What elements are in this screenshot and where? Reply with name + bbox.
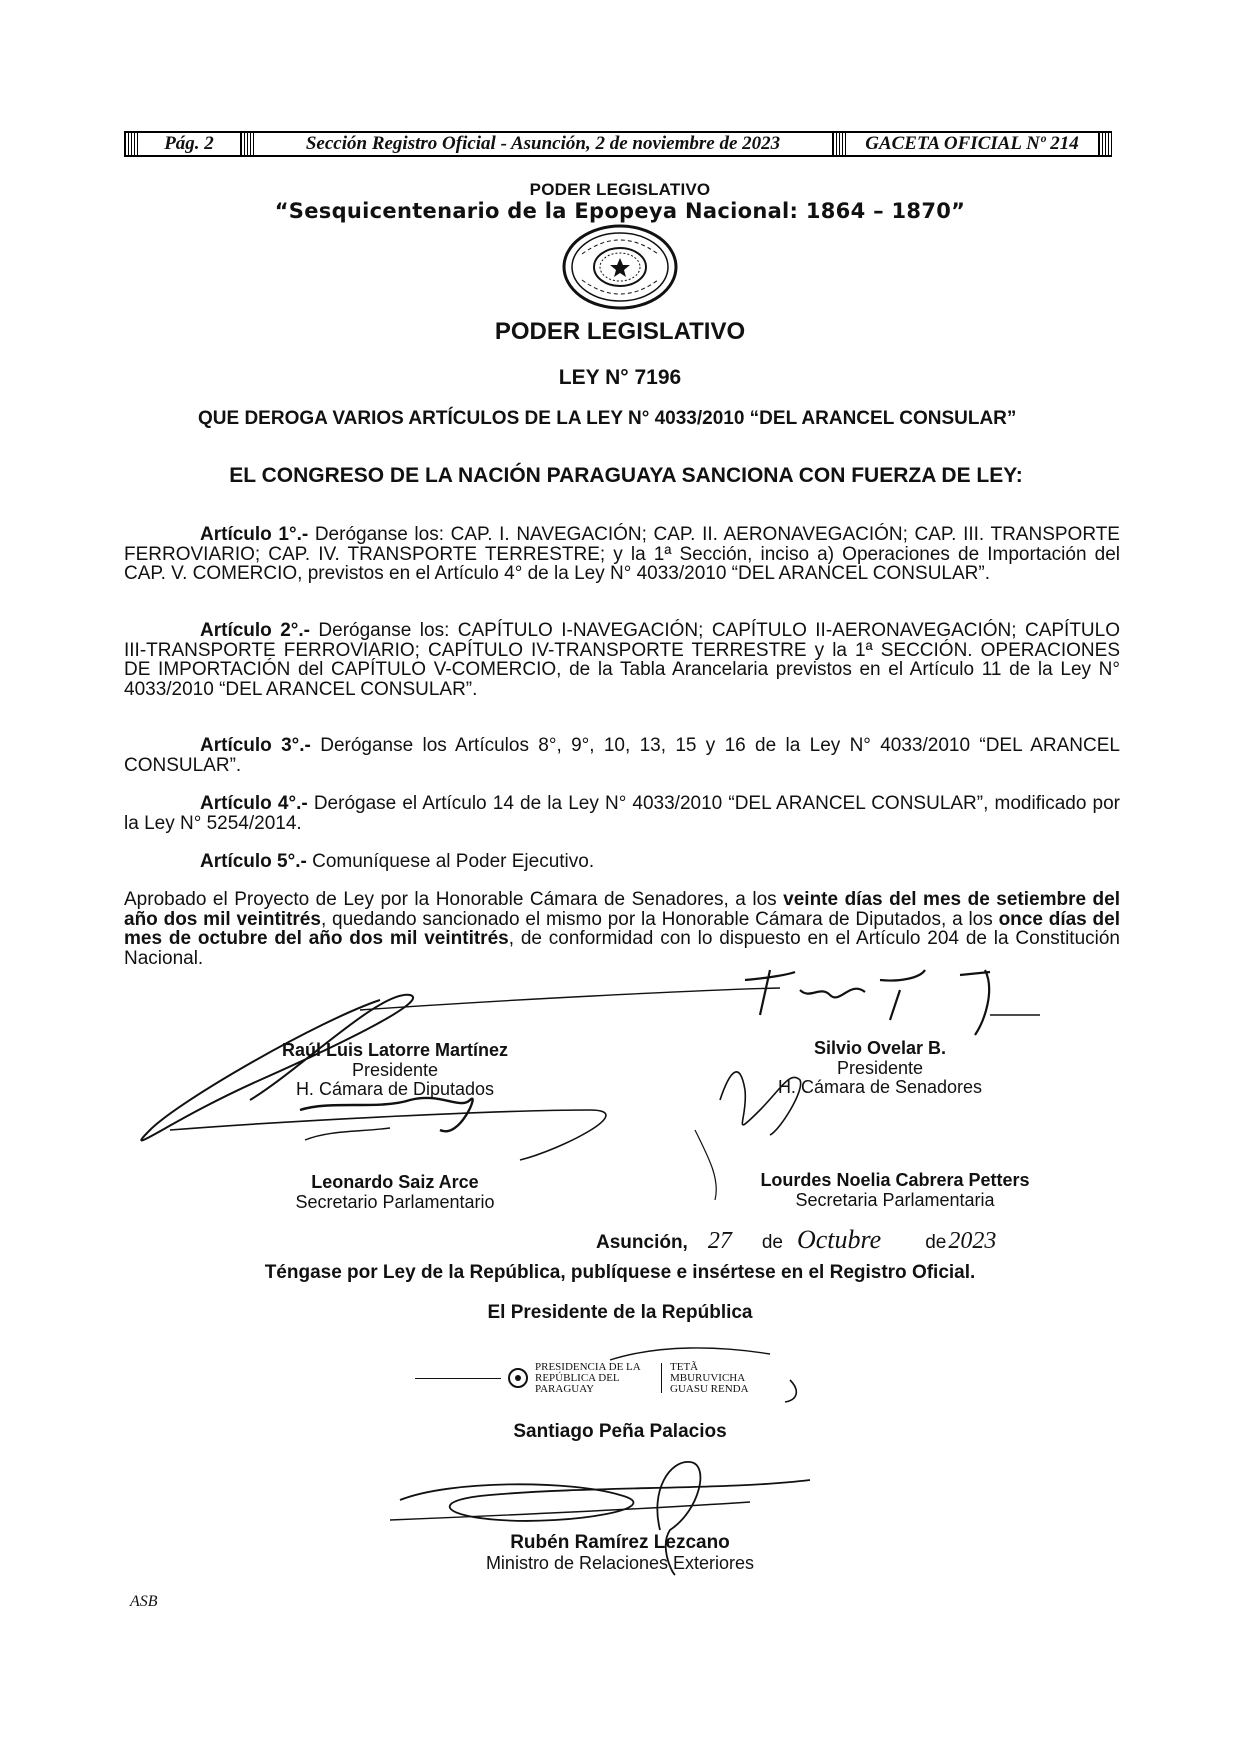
approval-paragraph	[124, 890, 1120, 968]
article-3	[124, 736, 1120, 775]
handwritten-year: 2023	[948, 1228, 997, 1254]
presidency-emblem-icon	[507, 1367, 529, 1389]
article-text: Derógase el Artículo 14 de la Ley N° 4033/2010 “DEL ARANCEL CONSULAR”, modificado por la Ley N° 5254/2014.	[124, 793, 1120, 834]
stamp-right-text: TETÃ MBURUVICHA GUASU RENDA	[670, 1360, 749, 1395]
law-subject: QUE DEROGA VARIOS ARTÍCULOS DE LA LEY N° 4033/2010 “DEL ARANCEL CONSULAR”	[198, 408, 1017, 429]
article-text: Comuníquese al Poder Ejecutivo.	[312, 851, 595, 872]
gazette-page: Pág. 2	[164, 133, 214, 154]
article-label: Artículo 5°.-	[200, 851, 307, 872]
gazette-section: Sección Registro Oficial - Asunción, 2 de noviembre de 2023	[305, 133, 781, 154]
article-label: Artículo 2°.-	[200, 620, 310, 641]
date-connector: de	[925, 1232, 947, 1253]
signatory-chamber: H. Cámara de Diputados	[295, 1079, 495, 1099]
article-2	[124, 621, 1120, 699]
national-seal-icon	[560, 224, 680, 310]
hatch-ornament	[124, 133, 138, 155]
signatory-senadores-president	[720, 1038, 1040, 1097]
article-label: Artículo 4°.-	[200, 793, 308, 814]
signatory-name: Leonardo Saiz Arce	[311, 1172, 479, 1192]
article-1	[124, 525, 1120, 584]
promulgation-city: Asunción,	[596, 1232, 688, 1253]
article-text: Deróganse los: CAP. I. NAVEGACIÓN; CAP. II. AERONAVEGACIÓN; CAP. III. TRANSPORTE FERROVIARIO; CAP. IV. TRANSPORTE TERRESTRE; y la 1ª Sección, inciso a) Operaciones de Importación del CAP. V. COMERCIO, previstos en el Artículo 4° de la Ley N° 4033/2010 “DEL ARANCEL CONSULAR”.	[124, 524, 1120, 584]
letterhead-motto: “Sesquicentenario de la Epopeya Nacional: 1864 – 1870”	[274, 199, 966, 223]
president-signature	[600, 1340, 820, 1410]
signatory-role: Presidente	[351, 1060, 439, 1080]
article-5	[124, 852, 1120, 872]
promulgation-date	[596, 1225, 1136, 1255]
approval-date-deputies: once días del mes de octubre del año dos mil veintitrés	[124, 908, 1121, 949]
date-connector: de	[761, 1232, 783, 1253]
gazette-title: GACETA OFICIAL Nº 214	[865, 133, 1079, 154]
enacting-clause: EL CONGRESO DE LA NACIÓN PARAGUAYA SANCIONA CON FUERZA DE LEY:	[229, 464, 1023, 487]
signatory-role: Secretario Parlamentario	[295, 1192, 495, 1212]
footer-initials: ASB	[130, 1593, 158, 1610]
signatory-name: Raúl Luis Latorre Martínez	[281, 1040, 509, 1060]
letterhead-label: PODER LEGISLATIVO	[529, 180, 711, 199]
signatory-name: Lourdes Noelia Cabrera Petters	[760, 1170, 1030, 1190]
article-label: Artículo 3°.-	[200, 735, 311, 756]
signatory-senadores-secretary	[700, 1170, 1090, 1210]
hatch-ornament	[832, 133, 846, 155]
gazette-header	[124, 131, 1112, 157]
minister-role: Ministro de Relaciones Exteriores	[485, 1553, 755, 1573]
approval-text: , quedando sancionado el mismo por la Honorable Cámara de Diputados, a los	[320, 908, 999, 930]
article-text: Deróganse los: CAPÍTULO I-NAVEGACIÓN; CAPÍTULO II-AERONAVEGACIÓN; CAPÍTULO III-TRANSPORTE FERROVIARIO; CAPÍTULO IV-TRANSPORTE TERRESTRE y la 1ª SECCIÓN. OPERACIONES DE IMPORTACIÓN del CAPÍTULO V-COMERCIO, de la Tabla Arancelaria previstos en el Artículo 11 de la Ley N° 4033/2010 “DEL ARANCEL CONSULAR”.	[124, 620, 1121, 700]
approval-date-senate: veinte días del mes de setiembre del año dos mil veintitrés	[124, 889, 1120, 930]
law-number: LEY N° 7196	[558, 366, 682, 389]
hatch-ornament	[1098, 133, 1112, 155]
signatory-role: Secretaria Parlamentaria	[795, 1190, 995, 1210]
article-4	[124, 794, 1120, 833]
promulgation-decree: Téngase por Ley de la República, publíquese e insértese en el Registro Oficial.	[264, 1262, 976, 1283]
stamp-left-text: PRESIDENCIA DE LA REPÚBLICA DEL PARAGUAY	[535, 1360, 641, 1395]
issuing-body: PODER LEGISLATIVO	[494, 318, 746, 345]
minister-name: Rubén Ramírez Lezcano	[510, 1532, 730, 1553]
signatory-diputados-secretary	[230, 1172, 560, 1212]
article-label: Artículo 1°.-	[200, 524, 309, 545]
signatory-diputados-president	[230, 1040, 560, 1099]
handwritten-day: 27	[707, 1228, 732, 1254]
hatch-ornament	[240, 133, 254, 155]
stamp-rule	[415, 1378, 501, 1379]
signatory-role: Presidente	[836, 1058, 924, 1078]
signatory-chamber: H. Cámara de Senadores	[777, 1077, 983, 1097]
handwritten-month: Octubre	[796, 1225, 882, 1254]
approval-text: , de conformidad con lo dispuesto en el Artículo 204 de la Constitución Nacional.	[124, 928, 1120, 969]
article-text: Deróganse los Artículos 8°, 9°, 10, 13, 15 y 16 de la Ley N° 4033/2010 “DEL ARANCEL CONSULAR”.	[124, 735, 1120, 776]
approval-text: Aprobado el Proyecto de Ley por la Honorable Cámara de Senadores, a los	[124, 889, 784, 910]
president-heading: El Presidente de la República	[487, 1302, 753, 1323]
signatory-name: Silvio Ovelar B.	[813, 1038, 947, 1058]
president-name: Santiago Peña Palacios	[513, 1421, 727, 1442]
